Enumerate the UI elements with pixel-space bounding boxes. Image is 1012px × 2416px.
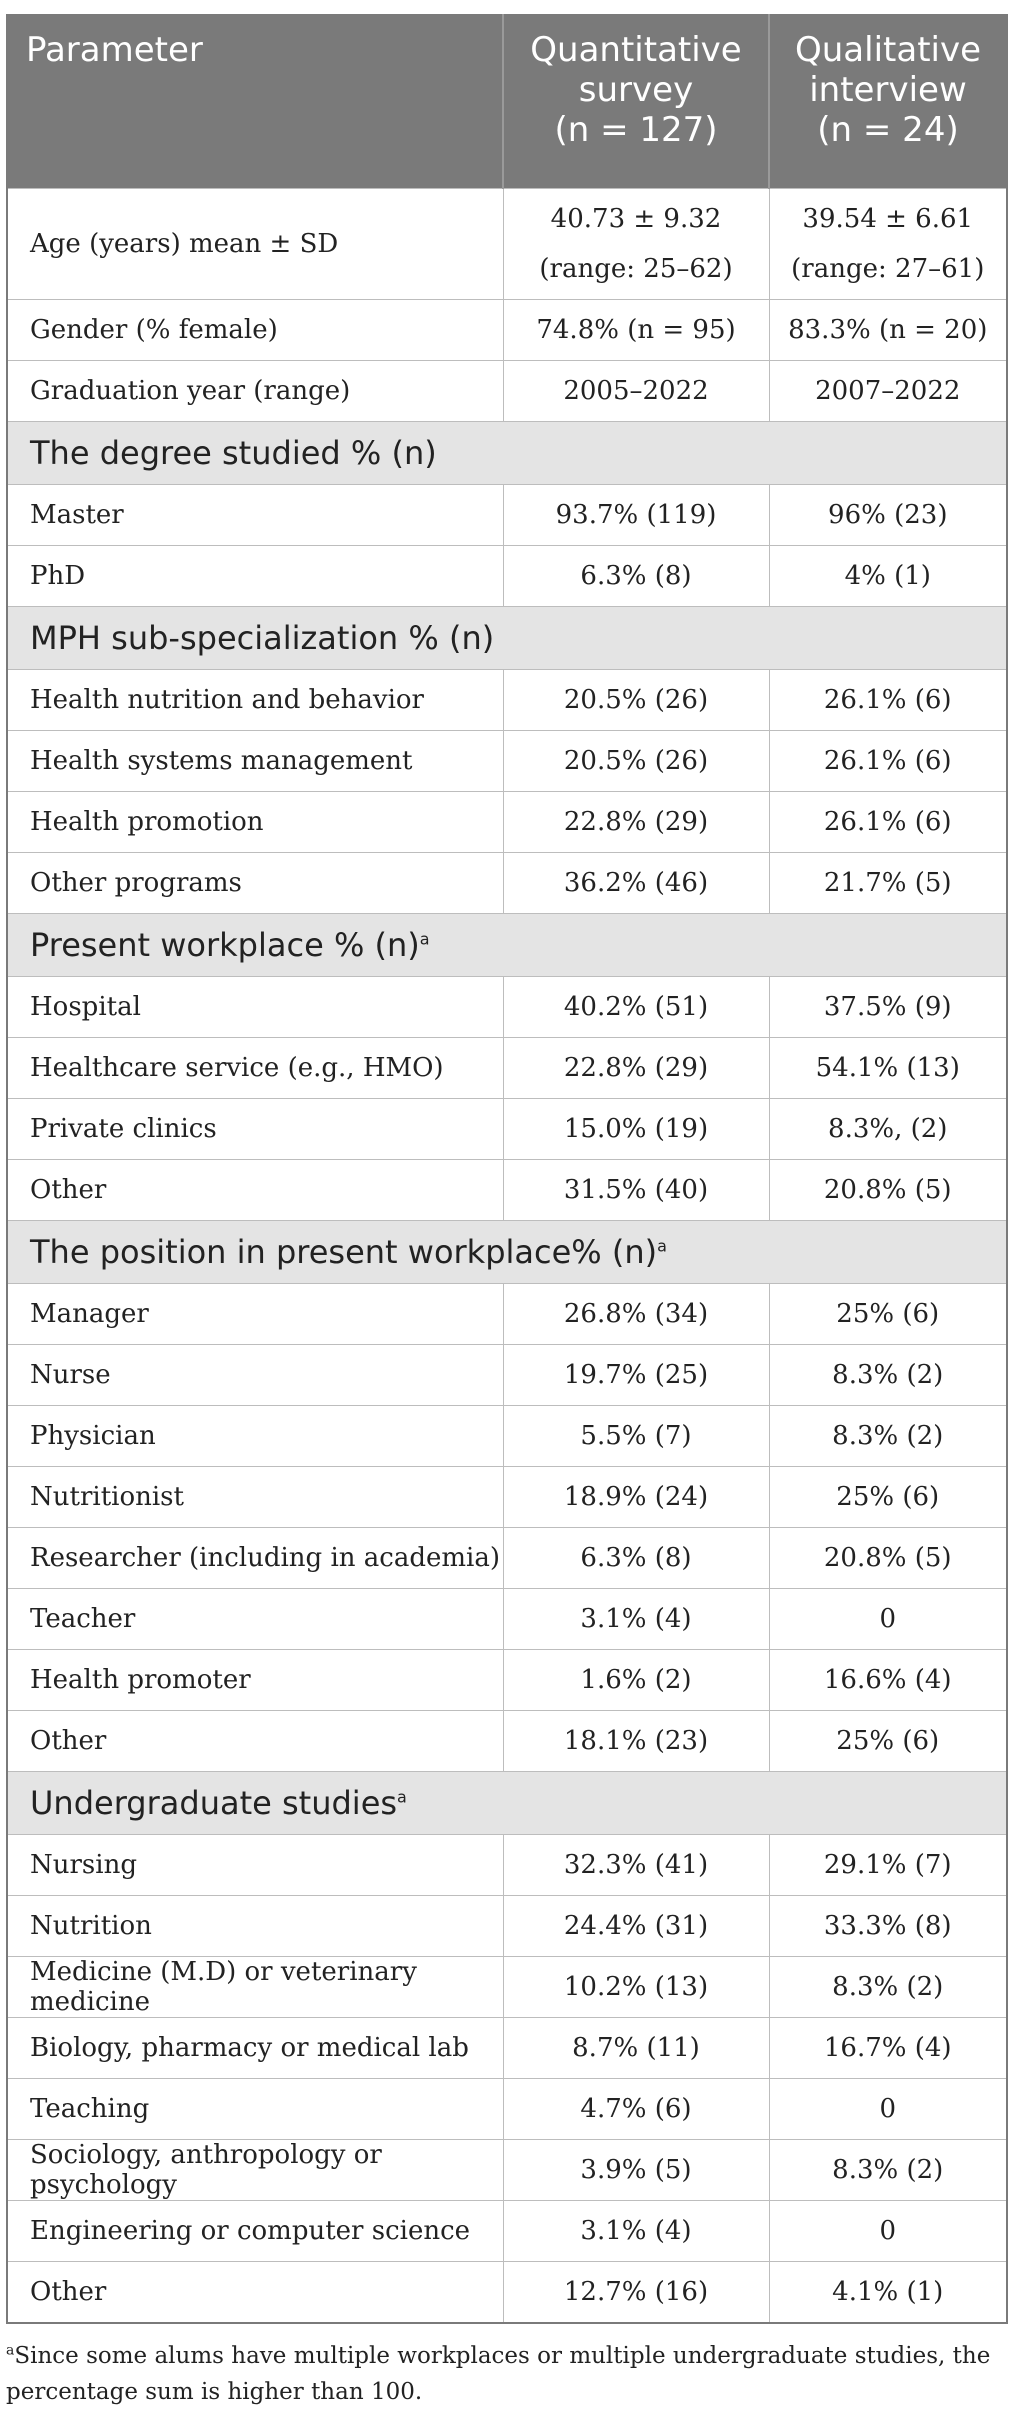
qual-cell: 26.1% (6) <box>769 731 1007 792</box>
row-label: Teaching <box>7 2079 503 2140</box>
section-title <box>7 422 1007 485</box>
header-quantitative <box>503 15 769 189</box>
row-label: Engineering or computer science <box>7 2201 503 2262</box>
table-row <box>7 1099 1007 1160</box>
qual-cell: 20.8% (5) <box>769 1528 1007 1589</box>
table-row <box>7 1467 1007 1528</box>
header-quantitative-n: (n = 127) <box>554 110 718 150</box>
header-parameter: Parameter <box>7 15 503 189</box>
qual-cell: 54.1% (13) <box>769 1038 1007 1099</box>
table-row-gender <box>7 300 1007 361</box>
table-row <box>7 792 1007 853</box>
header-qualitative-n: (n = 24) <box>817 110 959 150</box>
quant-cell: 3.1% (4) <box>503 2201 769 2262</box>
quant-cell: 18.9% (24) <box>503 1467 769 1528</box>
table-row <box>7 1957 1007 2018</box>
section-title-text: The degree studied % (n) <box>30 434 437 472</box>
quant-cell: 22.8% (29) <box>503 792 769 853</box>
qual-cell: 25% (6) <box>769 1711 1007 1772</box>
section-footnote-mark: a <box>419 929 430 949</box>
header-qualitative-label: Qualitative interview <box>794 30 982 110</box>
qual-cell: 4% (1) <box>769 546 1007 607</box>
footnote-mark: a <box>6 2342 15 2359</box>
row-label: Hospital <box>7 977 503 1038</box>
qual-cell: 8.3% (2) <box>769 1406 1007 1467</box>
quant-cell: 40.2% (51) <box>503 977 769 1038</box>
table-row <box>7 1835 1007 1896</box>
table-row <box>7 1345 1007 1406</box>
row-label: Age (years) mean ± SD <box>7 189 503 300</box>
qual-cell: 8.3%, (2) <box>769 1099 1007 1160</box>
qual-range: (range: 27–61) <box>791 254 985 284</box>
row-label: Nursing <box>7 1835 503 1896</box>
quant-cell: 3.1% (4) <box>503 1589 769 1650</box>
table-row <box>7 1711 1007 1772</box>
row-label: Private clinics <box>7 1099 503 1160</box>
row-label: Manager <box>7 1284 503 1345</box>
row-label: Nutrition <box>7 1896 503 1957</box>
qual-cell: 4.1% (1) <box>769 2262 1007 2324</box>
section-title <box>7 607 1007 670</box>
section-title <box>7 1772 1007 1835</box>
qual-cell <box>769 189 1007 300</box>
qual-cell: 29.1% (7) <box>769 1835 1007 1896</box>
quant-cell: 6.3% (8) <box>503 1528 769 1589</box>
quant-cell: 20.5% (26) <box>503 670 769 731</box>
quant-cell: 12.7% (16) <box>503 2262 769 2324</box>
table-row <box>7 1528 1007 1589</box>
qual-cell: 37.5% (9) <box>769 977 1007 1038</box>
qual-cell: 16.6% (4) <box>769 1650 1007 1711</box>
qual-cell: 0 <box>769 1589 1007 1650</box>
quant-cell: 4.7% (6) <box>503 2079 769 2140</box>
section-header-row <box>7 914 1007 977</box>
header-qualitative <box>769 15 1007 189</box>
qual-cell: 26.1% (6) <box>769 670 1007 731</box>
qual-cell: 8.3% (2) <box>769 1345 1007 1406</box>
table-row <box>7 2140 1007 2201</box>
quant-cell: 5.5% (7) <box>503 1406 769 1467</box>
section-footnote-mark: a <box>397 1787 407 1807</box>
section-header-row <box>7 1221 1007 1284</box>
table-row <box>7 2201 1007 2262</box>
row-label: Health promotion <box>7 792 503 853</box>
quant-cell: 31.5% (40) <box>503 1160 769 1221</box>
row-label: Other <box>7 2262 503 2324</box>
quant-cell: 74.8% (n = 95) <box>503 300 769 361</box>
quant-cell: 18.1% (23) <box>503 1711 769 1772</box>
footnote <box>6 2338 1006 2410</box>
table-row-age <box>7 189 1007 300</box>
row-label: Nutritionist <box>7 1467 503 1528</box>
quant-cell: 22.8% (29) <box>503 1038 769 1099</box>
row-label: Medicine (M.D) or veterinary medicine <box>7 1957 503 2018</box>
row-label: Physician <box>7 1406 503 1467</box>
table-row <box>7 731 1007 792</box>
row-label: Nurse <box>7 1345 503 1406</box>
footnote-text: Since some alums have multiple workplaces or multiple undergraduate studies, the percentage sum is higher than 100. <box>6 2343 991 2405</box>
quant-cell <box>503 189 769 300</box>
qual-cell: 21.7% (5) <box>769 853 1007 914</box>
table-container <box>6 14 1006 2324</box>
section-title-text: MPH sub-specialization % (n) <box>30 619 495 657</box>
qual-cell: 2007–2022 <box>769 361 1007 422</box>
row-label: Teacher <box>7 1589 503 1650</box>
quant-cell: 15.0% (19) <box>503 1099 769 1160</box>
row-label: Health promoter <box>7 1650 503 1711</box>
qual-cell: 20.8% (5) <box>769 1160 1007 1221</box>
quant-cell: 8.7% (11) <box>503 2018 769 2079</box>
qual-cell: 96% (23) <box>769 485 1007 546</box>
table-row <box>7 670 1007 731</box>
table-row <box>7 1589 1007 1650</box>
row-label: Health nutrition and behavior <box>7 670 503 731</box>
quant-cell: 2005–2022 <box>503 361 769 422</box>
qual-cell: 16.7% (4) <box>769 2018 1007 2079</box>
quant-mean: 40.73 ± 9.32 <box>550 204 722 234</box>
qual-cell: 33.3% (8) <box>769 1896 1007 1957</box>
table-row <box>7 1896 1007 1957</box>
table-row <box>7 1038 1007 1099</box>
qual-cell: 26.1% (6) <box>769 792 1007 853</box>
quant-cell: 24.4% (31) <box>503 1896 769 1957</box>
qual-cell: 25% (6) <box>769 1284 1007 1345</box>
row-label: Healthcare service (e.g., HMO) <box>7 1038 503 1099</box>
quant-cell: 20.5% (26) <box>503 731 769 792</box>
row-label: Researcher (including in academia) <box>7 1528 503 1589</box>
row-label: Biology, pharmacy or medical lab <box>7 2018 503 2079</box>
section-header-row <box>7 607 1007 670</box>
table-row <box>7 2018 1007 2079</box>
demographics-table <box>6 14 1008 2324</box>
table-row <box>7 2079 1007 2140</box>
table-row <box>7 2262 1007 2324</box>
section-header-row <box>7 422 1007 485</box>
row-label: Other <box>7 1711 503 1772</box>
row-label: Gender (% female) <box>7 300 503 361</box>
qual-cell: 8.3% (2) <box>769 2140 1007 2201</box>
qual-mean: 39.54 ± 6.61 <box>802 204 974 234</box>
header-quantitative-label: Quantitative survey <box>530 30 742 110</box>
quant-cell: 93.7% (119) <box>503 485 769 546</box>
row-label: Other <box>7 1160 503 1221</box>
qual-cell: 8.3% (2) <box>769 1957 1007 2018</box>
qual-cell: 0 <box>769 2201 1007 2262</box>
section-title-text: The position in present workplace% (n) <box>30 1233 658 1271</box>
quant-range: (range: 25–62) <box>539 254 733 284</box>
row-label: Graduation year (range) <box>7 361 503 422</box>
section-title-text: Present workplace % (n) <box>30 926 420 964</box>
section-title <box>7 1221 1007 1284</box>
quant-cell: 26.8% (34) <box>503 1284 769 1345</box>
table-row <box>7 977 1007 1038</box>
quant-cell: 3.9% (5) <box>503 2140 769 2201</box>
table-row <box>7 1160 1007 1221</box>
row-label: PhD <box>7 546 503 607</box>
table-row <box>7 1406 1007 1467</box>
row-label: Sociology, anthropology or psychology <box>7 2140 503 2201</box>
table-row <box>7 546 1007 607</box>
quant-cell: 36.2% (46) <box>503 853 769 914</box>
section-header-row <box>7 1772 1007 1835</box>
table-row <box>7 853 1007 914</box>
row-label: Master <box>7 485 503 546</box>
row-label: Other programs <box>7 853 503 914</box>
section-footnote-mark: a <box>657 1236 667 1256</box>
quant-cell: 19.7% (25) <box>503 1345 769 1406</box>
qual-cell: 83.3% (n = 20) <box>769 300 1007 361</box>
quant-cell: 32.3% (41) <box>503 1835 769 1896</box>
qual-cell: 0 <box>769 2079 1007 2140</box>
section-title <box>7 914 1007 977</box>
row-label: Health systems management <box>7 731 503 792</box>
quant-cell: 1.6% (2) <box>503 1650 769 1711</box>
qual-cell: 25% (6) <box>769 1467 1007 1528</box>
quant-cell: 6.3% (8) <box>503 546 769 607</box>
header-row <box>7 15 1007 189</box>
table-row <box>7 485 1007 546</box>
table-row <box>7 1650 1007 1711</box>
table-row <box>7 1284 1007 1345</box>
table-row-graduation <box>7 361 1007 422</box>
section-title-text: Undergraduate studies <box>30 1784 398 1822</box>
quant-cell: 10.2% (13) <box>503 1957 769 2018</box>
